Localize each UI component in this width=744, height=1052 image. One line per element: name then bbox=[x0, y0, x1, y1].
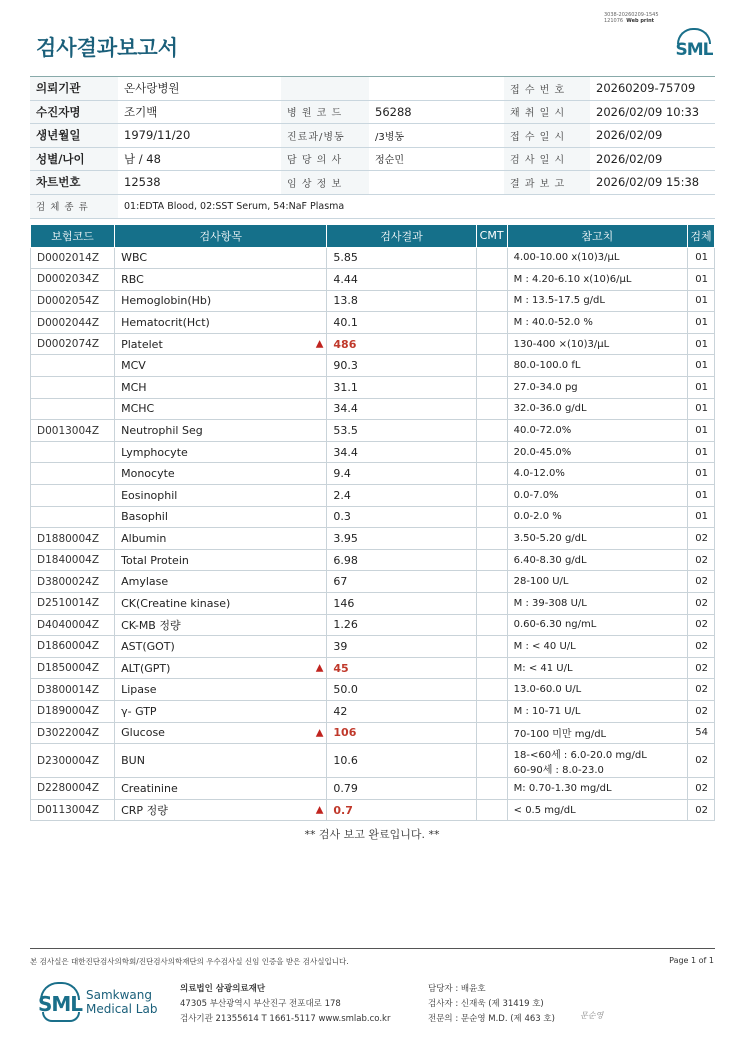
result-name bbox=[115, 506, 327, 528]
info-label: 담 당 의 사 bbox=[281, 147, 369, 171]
info-row bbox=[30, 100, 715, 124]
result-cmt bbox=[476, 571, 507, 593]
result-specimen: 01 bbox=[687, 441, 714, 463]
result-row bbox=[31, 722, 715, 744]
report-complete-text: ** 검사 보고 완료입니다. ** bbox=[304, 828, 440, 841]
result-code bbox=[31, 463, 115, 485]
result-row bbox=[31, 506, 715, 528]
result-code: D1850004Z bbox=[31, 657, 115, 679]
result-name-text: Lymphocyte bbox=[121, 445, 188, 459]
result-specimen: 01 bbox=[687, 355, 714, 377]
result-row bbox=[31, 420, 715, 442]
results-header-row bbox=[31, 225, 715, 247]
result-row bbox=[31, 636, 715, 658]
result-code: D2280004Z bbox=[31, 778, 115, 800]
org-name: 의료법인 삼광의료재단 bbox=[180, 984, 266, 994]
result-cmt bbox=[476, 614, 507, 636]
result-name-text: CRP 정량 bbox=[121, 804, 168, 818]
result-code: D0002014Z bbox=[31, 247, 115, 269]
result-reference: 80.0-100.0 fL bbox=[507, 355, 687, 377]
result-specimen: 01 bbox=[687, 290, 714, 312]
result-name-text: AST(GOT) bbox=[121, 639, 175, 653]
result-cmt bbox=[476, 463, 507, 485]
specialist-signature: 문순영 bbox=[580, 1011, 604, 1020]
result-value: 13.8 bbox=[327, 290, 476, 312]
result-specimen: 01 bbox=[687, 506, 714, 528]
result-name bbox=[115, 398, 327, 420]
result-name-text: Monocyte bbox=[121, 467, 175, 481]
info-label: 병 원 코 드 bbox=[281, 100, 369, 124]
result-value: 34.4 bbox=[327, 398, 476, 420]
result-code bbox=[31, 398, 115, 420]
result-cmt bbox=[476, 355, 507, 377]
info-label: 결 과 보 고 bbox=[504, 171, 590, 195]
result-specimen: 02 bbox=[687, 657, 714, 679]
result-reference: 0.60-6.30 ng/mL bbox=[507, 614, 687, 636]
result-name-text: MCV bbox=[121, 359, 146, 373]
result-specimen: 01 bbox=[687, 398, 714, 420]
org-info bbox=[180, 982, 390, 1027]
result-reference: 3.50-5.20 g/dL bbox=[507, 528, 687, 550]
result-cmt bbox=[476, 441, 507, 463]
result-name-text: Lipase bbox=[121, 683, 157, 697]
result-reference: M : < 40 U/L bbox=[507, 636, 687, 658]
result-code: D0002044Z bbox=[31, 312, 115, 334]
result-value: 42 bbox=[327, 700, 476, 722]
result-row bbox=[31, 571, 715, 593]
result-name bbox=[115, 700, 327, 722]
result-row bbox=[31, 269, 715, 291]
results-table bbox=[30, 225, 715, 821]
header-spec: 검체 bbox=[687, 225, 714, 247]
result-value: 53.5 bbox=[327, 420, 476, 442]
result-code: D3800014Z bbox=[31, 679, 115, 701]
info-value: 2026/02/09 bbox=[590, 124, 715, 148]
result-reference: 130-400 ×(10)3/μL bbox=[507, 333, 687, 355]
result-cmt bbox=[476, 528, 507, 550]
result-code: D0002034Z bbox=[31, 269, 115, 291]
result-specimen: 02 bbox=[687, 549, 714, 571]
info-value: 1979/11/20 bbox=[118, 124, 281, 148]
info-value bbox=[369, 171, 504, 195]
result-specimen: 02 bbox=[687, 700, 714, 722]
result-reference: M: < 41 U/L bbox=[507, 657, 687, 679]
result-code: D3022004Z bbox=[31, 722, 115, 744]
result-name-text: Hemoglobin(Hb) bbox=[121, 294, 212, 308]
result-row bbox=[31, 700, 715, 722]
result-name-text: CK-MB 정량 bbox=[121, 618, 181, 632]
result-specimen: 01 bbox=[687, 333, 714, 355]
result-code: D4040004Z bbox=[31, 614, 115, 636]
result-value: 3.95 bbox=[327, 528, 476, 550]
result-row bbox=[31, 463, 715, 485]
sml-logo: SML bbox=[674, 26, 714, 62]
result-name bbox=[115, 247, 327, 269]
result-cmt bbox=[476, 744, 507, 778]
result-row bbox=[31, 614, 715, 636]
result-specimen: 02 bbox=[687, 636, 714, 658]
result-row bbox=[31, 679, 715, 701]
result-name bbox=[115, 799, 327, 821]
result-cmt bbox=[476, 420, 507, 442]
info-label: 생년월일 bbox=[30, 124, 118, 148]
result-cmt bbox=[476, 657, 507, 679]
result-specimen: 02 bbox=[687, 778, 714, 800]
result-reference: 70-100 미만 mg/dL bbox=[507, 722, 687, 744]
result-name bbox=[115, 463, 327, 485]
result-value: 39 bbox=[327, 636, 476, 658]
staff-tester: 검사자 : 신재욱 (제 31419 호) bbox=[428, 999, 544, 1009]
info-row bbox=[30, 77, 715, 101]
result-cmt bbox=[476, 377, 507, 399]
print-meta-line2: 121076 Web print bbox=[604, 18, 655, 24]
page-number: Page 1 of 1 bbox=[669, 956, 714, 965]
result-name-text: RBC bbox=[121, 272, 144, 286]
result-row bbox=[31, 778, 715, 800]
result-value: 5.85 bbox=[327, 247, 476, 269]
result-code: D2300004Z bbox=[31, 744, 115, 778]
result-reference: 18-<60세 : 6.0-20.0 mg/dL 60-90세 : 8.0-23.0 bbox=[507, 744, 687, 778]
header-code: 보험코드 bbox=[31, 225, 115, 247]
info-value: 20260209-75709 bbox=[590, 77, 715, 101]
info-label: 수진자명 bbox=[30, 100, 118, 124]
result-row bbox=[31, 593, 715, 615]
result-code: D0002054Z bbox=[31, 290, 115, 312]
result-name bbox=[115, 744, 327, 778]
result-value: 146 bbox=[327, 593, 476, 615]
result-specimen: 02 bbox=[687, 614, 714, 636]
result-reference: 6.40-8.30 g/dL bbox=[507, 549, 687, 571]
result-specimen: 01 bbox=[687, 312, 714, 334]
result-code: D1860004Z bbox=[31, 636, 115, 658]
result-name-text: Glucose bbox=[121, 726, 165, 740]
result-value: 45 bbox=[327, 657, 476, 679]
result-name bbox=[115, 290, 327, 312]
info-label: 진료과/병동 bbox=[281, 124, 369, 148]
result-value: 67 bbox=[327, 571, 476, 593]
result-name bbox=[115, 657, 327, 679]
org-address: 47305 부산광역시 부산진구 전포대로 178 bbox=[180, 999, 341, 1009]
staff-info bbox=[428, 982, 555, 1027]
result-row bbox=[31, 485, 715, 507]
result-specimen: 02 bbox=[687, 744, 714, 778]
result-reference: 32.0-36.0 g/dL bbox=[507, 398, 687, 420]
info-label: 채 취 일 시 bbox=[504, 100, 590, 124]
result-name bbox=[115, 571, 327, 593]
result-cmt bbox=[476, 398, 507, 420]
result-specimen: 54 bbox=[687, 722, 714, 744]
result-specimen: 02 bbox=[687, 593, 714, 615]
result-value: 10.6 bbox=[327, 744, 476, 778]
result-name bbox=[115, 333, 327, 355]
result-value: 0.3 bbox=[327, 506, 476, 528]
result-cmt bbox=[476, 333, 507, 355]
info-label: 차트번호 bbox=[30, 171, 118, 195]
result-name-text: Total Protein bbox=[121, 553, 189, 567]
certification-text: 본 검사실은 대한진단검사의학회/진단검사의학재단의 우수검사실 신임 인증을 받은 검사실입니다. bbox=[30, 957, 349, 966]
result-specimen: 02 bbox=[687, 528, 714, 550]
result-reference: 27.0-34.0 pg bbox=[507, 377, 687, 399]
org-contact: 검사기관 21355614 T 1661-5117 www.smlab.co.kr bbox=[180, 1014, 391, 1024]
result-cmt bbox=[476, 247, 507, 269]
result-code: D0002074Z bbox=[31, 333, 115, 355]
result-reference: M : 39-308 U/L bbox=[507, 593, 687, 615]
result-reference: 40.0-72.0% bbox=[507, 420, 687, 442]
result-specimen: 02 bbox=[687, 679, 714, 701]
result-name bbox=[115, 593, 327, 615]
result-reference: 20.0-45.0% bbox=[507, 441, 687, 463]
result-cmt bbox=[476, 679, 507, 701]
result-cmt bbox=[476, 290, 507, 312]
info-value: /3병동 bbox=[369, 124, 504, 148]
patient-info-table bbox=[30, 76, 715, 219]
result-code: D0013004Z bbox=[31, 420, 115, 442]
result-reference: 4.0-12.0% bbox=[507, 463, 687, 485]
result-cmt bbox=[476, 799, 507, 821]
print-meta bbox=[604, 12, 659, 24]
result-row bbox=[31, 441, 715, 463]
result-row bbox=[31, 312, 715, 334]
result-code: D2510014Z bbox=[31, 593, 115, 615]
result-reference: 0.0-7.0% bbox=[507, 485, 687, 507]
info-label: 검 사 일 시 bbox=[504, 147, 590, 171]
header-result: 검사결과 bbox=[327, 225, 476, 247]
result-row bbox=[31, 744, 715, 778]
info-row bbox=[30, 124, 715, 148]
result-specimen: 01 bbox=[687, 463, 714, 485]
result-name-text: Hematocrit(Hct) bbox=[121, 316, 210, 330]
result-value: 1.26 bbox=[327, 614, 476, 636]
result-value: 4.44 bbox=[327, 269, 476, 291]
result-cmt bbox=[476, 636, 507, 658]
result-name-text: γ- GTP bbox=[121, 704, 157, 718]
result-row bbox=[31, 247, 715, 269]
high-flag-icon: ▲ bbox=[315, 727, 324, 739]
high-flag-icon: ▲ bbox=[315, 338, 324, 350]
result-code bbox=[31, 355, 115, 377]
result-reference: 4.00-10.00 x(10)3/μL bbox=[507, 247, 687, 269]
result-value: 0.79 bbox=[327, 778, 476, 800]
result-name-text: ALT(GPT) bbox=[121, 661, 171, 675]
result-code bbox=[31, 441, 115, 463]
result-name-text: Creatinine bbox=[121, 781, 178, 795]
result-row bbox=[31, 398, 715, 420]
result-row bbox=[31, 657, 715, 679]
result-cmt bbox=[476, 722, 507, 744]
brand-name: Samkwang Medical Lab bbox=[86, 988, 158, 1016]
info-value: 12538 bbox=[118, 171, 281, 195]
high-flag-icon: ▲ bbox=[315, 662, 324, 674]
result-cmt bbox=[476, 700, 507, 722]
info-value: 조기백 bbox=[118, 100, 281, 124]
result-cmt bbox=[476, 485, 507, 507]
result-value: 9.4 bbox=[327, 463, 476, 485]
result-value: 31.1 bbox=[327, 377, 476, 399]
result-code: D3800024Z bbox=[31, 571, 115, 593]
result-name-text: MCH bbox=[121, 380, 147, 394]
header-ref: 참고치 bbox=[507, 225, 687, 247]
result-specimen: 02 bbox=[687, 571, 714, 593]
info-value: 정순민 bbox=[369, 147, 504, 171]
result-name bbox=[115, 614, 327, 636]
result-code: D1880004Z bbox=[31, 528, 115, 550]
result-cmt bbox=[476, 549, 507, 571]
result-name bbox=[115, 722, 327, 744]
result-name bbox=[115, 269, 327, 291]
info-value: 남 / 48 bbox=[118, 147, 281, 171]
specimen-row bbox=[30, 194, 715, 218]
result-cmt bbox=[476, 312, 507, 334]
info-value: 56288 bbox=[369, 100, 504, 124]
result-cmt bbox=[476, 269, 507, 291]
info-value bbox=[369, 77, 504, 101]
result-name-text: Platelet bbox=[121, 337, 163, 351]
result-name-text: BUN bbox=[121, 754, 145, 768]
result-code bbox=[31, 377, 115, 399]
result-reference: M : 13.5-17.5 g/dL bbox=[507, 290, 687, 312]
result-name bbox=[115, 549, 327, 571]
result-specimen: 01 bbox=[687, 485, 714, 507]
result-reference: 0.0-2.0 % bbox=[507, 506, 687, 528]
info-label: 임 상 정 보 bbox=[281, 171, 369, 195]
result-value: 2.4 bbox=[327, 485, 476, 507]
result-specimen: 01 bbox=[687, 377, 714, 399]
info-label: 의뢰기관 bbox=[30, 77, 118, 101]
result-row bbox=[31, 290, 715, 312]
print-meta-line1: 3038-20260209-1545 bbox=[604, 12, 659, 18]
specimen-label: 검 체 종 류 bbox=[30, 194, 118, 218]
result-code: D1890004Z bbox=[31, 700, 115, 722]
result-reference: M : 40.0-52.0 % bbox=[507, 312, 687, 334]
result-reference: M : 4.20-6.10 x(10)6/μL bbox=[507, 269, 687, 291]
result-value: 6.98 bbox=[327, 549, 476, 571]
info-value: 2026/02/09 15:38 bbox=[590, 171, 715, 195]
info-label: 성별/나이 bbox=[30, 147, 118, 171]
result-name-text: WBC bbox=[121, 251, 148, 265]
result-cmt bbox=[476, 778, 507, 800]
result-value: 0.7 bbox=[327, 799, 476, 821]
result-specimen: 01 bbox=[687, 420, 714, 442]
sml-footer-logo: SML bbox=[36, 980, 84, 1024]
result-specimen: 01 bbox=[687, 269, 714, 291]
info-row bbox=[30, 147, 715, 171]
result-name-text: Albumin bbox=[121, 532, 167, 546]
result-row bbox=[31, 333, 715, 355]
result-row bbox=[31, 528, 715, 550]
header-name: 검사항목 bbox=[115, 225, 327, 247]
result-reference: M : 10-71 U/L bbox=[507, 700, 687, 722]
result-name-text: MCHC bbox=[121, 402, 155, 416]
result-specimen: 02 bbox=[687, 799, 714, 821]
info-value: 2026/02/09 10:33 bbox=[590, 100, 715, 124]
page-title: 검사결과보고서 bbox=[36, 36, 179, 60]
result-code: D0113004Z bbox=[31, 799, 115, 821]
result-name-text: Amylase bbox=[121, 575, 169, 589]
header-cmt: CMT bbox=[476, 225, 507, 247]
info-row bbox=[30, 171, 715, 195]
staff-specialist: 전문의 : 문순영 M.D. (제 463 호) bbox=[428, 1014, 555, 1024]
high-flag-icon: ▲ bbox=[315, 804, 324, 816]
result-name bbox=[115, 355, 327, 377]
result-name bbox=[115, 377, 327, 399]
result-value: 34.4 bbox=[327, 441, 476, 463]
result-reference: M: 0.70-1.30 mg/dL bbox=[507, 778, 687, 800]
info-label: 접 수 번 호 bbox=[504, 77, 590, 101]
result-name bbox=[115, 528, 327, 550]
result-specimen: 01 bbox=[687, 247, 714, 269]
info-label: 접 수 일 시 bbox=[504, 124, 590, 148]
result-value: 90.3 bbox=[327, 355, 476, 377]
footer-divider bbox=[30, 948, 715, 949]
result-value: 40.1 bbox=[327, 312, 476, 334]
result-reference: 28-100 U/L bbox=[507, 571, 687, 593]
result-name bbox=[115, 679, 327, 701]
info-label bbox=[281, 77, 369, 101]
result-name bbox=[115, 420, 327, 442]
result-code bbox=[31, 485, 115, 507]
result-cmt bbox=[476, 593, 507, 615]
result-value: 486 bbox=[327, 333, 476, 355]
result-name-text: Eosinophil bbox=[121, 488, 178, 502]
result-row bbox=[31, 355, 715, 377]
info-value: 2026/02/09 bbox=[590, 147, 715, 171]
specimen-value: 01:EDTA Blood, 02:SST Serum, 54:NaF Plasma bbox=[118, 194, 715, 218]
result-code bbox=[31, 506, 115, 528]
result-name-text: CK(Creatine kinase) bbox=[121, 596, 231, 610]
result-cmt bbox=[476, 506, 507, 528]
result-value: 106 bbox=[327, 722, 476, 744]
result-name-text: Neutrophil Seg bbox=[121, 424, 203, 438]
result-value: 50.0 bbox=[327, 679, 476, 701]
result-name bbox=[115, 778, 327, 800]
result-name bbox=[115, 485, 327, 507]
result-row bbox=[31, 799, 715, 821]
result-name-text: Basophil bbox=[121, 510, 168, 524]
result-code: D1840004Z bbox=[31, 549, 115, 571]
result-name bbox=[115, 312, 327, 334]
result-reference: < 0.5 mg/dL bbox=[507, 799, 687, 821]
result-reference: 13.0-60.0 U/L bbox=[507, 679, 687, 701]
info-value: 온사랑병원 bbox=[118, 77, 281, 101]
result-name bbox=[115, 441, 327, 463]
staff-manager: 담당자 : 배윤호 bbox=[428, 984, 486, 994]
result-row bbox=[31, 549, 715, 571]
result-name bbox=[115, 636, 327, 658]
result-row bbox=[31, 377, 715, 399]
